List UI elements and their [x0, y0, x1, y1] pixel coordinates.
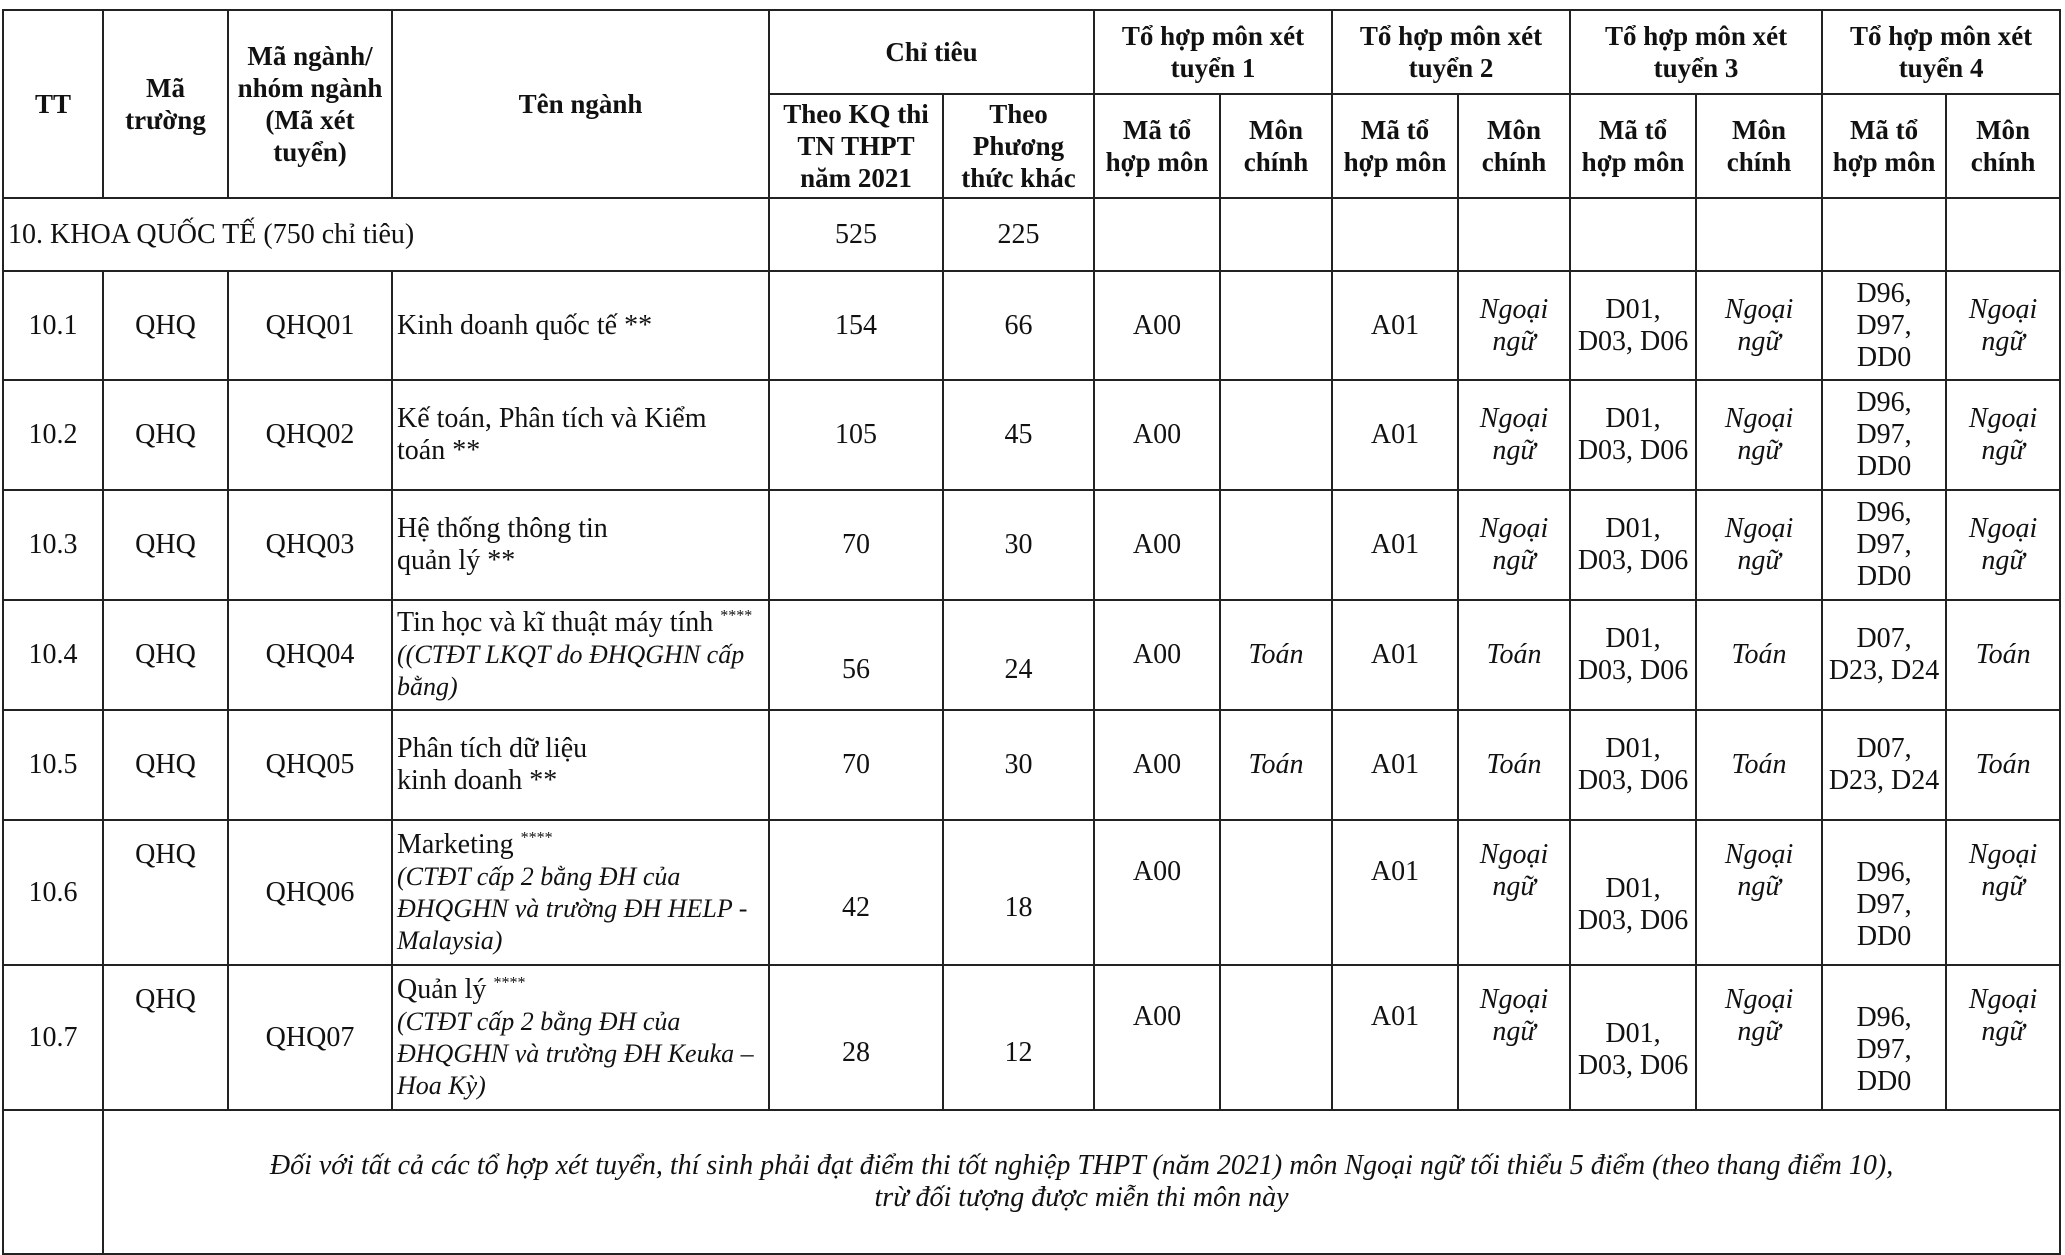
cell-ma-to-hop-4: D07, D23, D24 — [1822, 600, 1946, 710]
cell-ten-nganh — [392, 380, 769, 490]
cell-ma-to-hop-4: D07, D23, D24 — [1822, 710, 1946, 820]
cell-mon-chinh-2: Ngoại ngữ — [1458, 380, 1570, 490]
cell-ma-to-hop-3: D01, D03, D06 — [1570, 380, 1696, 490]
table-row — [3, 710, 2060, 820]
header-chi-tieu-kq: Theo KQ thi TN THPT năm 2021 — [769, 94, 943, 198]
ten-nganh-note: (CTĐT cấp 2 bằng ĐH của ĐHQGHN và trường ĐH Keuka – Hoa Kỳ) — [397, 1006, 754, 1100]
footer-note — [103, 1110, 2060, 1254]
ten-nganh-text: Quản lý — [397, 973, 487, 1005]
cell-ma-to-hop-1: A00 — [1094, 820, 1220, 965]
header-mon-chinh-1: Môn chính — [1220, 94, 1332, 198]
ten-nganh-note: ((CTĐT LKQT do ĐHQGHN cấp bằng) — [397, 640, 745, 701]
header-tt: TT — [3, 10, 103, 198]
cell-ten-nganh — [392, 820, 769, 965]
cell-mon-chinh-4: Ngoại ngữ — [1946, 965, 2060, 1110]
ten-nganh-text: Tin học và kĩ thuật máy tính — [397, 607, 714, 638]
cell-mon-chinh-3: Ngoại ngữ — [1696, 380, 1822, 490]
cell-tt: 10.6 — [3, 820, 103, 965]
cell-chi-tieu-khac: 12 — [943, 965, 1094, 1110]
footer-note-row — [3, 1110, 2060, 1254]
cell-ten-nganh — [392, 490, 769, 600]
cell-chi-tieu-kq: 70 — [769, 490, 943, 600]
cell-tt: 10.2 — [3, 380, 103, 490]
cell-ma-to-hop-3: D01, D03, D06 — [1570, 600, 1696, 710]
cell-mon-chinh-2: Toán — [1458, 600, 1570, 710]
cell-chi-tieu-kq: 28 — [769, 965, 943, 1110]
cell-mon-chinh-2: Ngoại ngữ — [1458, 965, 1570, 1110]
cell-mon-chinh-3: Ngoại ngữ — [1696, 820, 1822, 965]
cell-ma-to-hop-1: A00 — [1094, 380, 1220, 490]
header-mon-chinh-4: Môn chính — [1946, 94, 2060, 198]
cell-chi-tieu-khac: 24 — [943, 600, 1094, 710]
table-row — [3, 380, 2060, 490]
cell-chi-tieu-khac: 66 — [943, 271, 1094, 380]
ten-nganh-text: Marketing — [397, 828, 514, 860]
cell-mon-chinh-1 — [1220, 271, 1332, 380]
header-chi-tieu: Chỉ tiêu — [769, 10, 1094, 94]
header-ma-truong: Mã trường — [103, 10, 228, 198]
cell-tt: 10.7 — [3, 965, 103, 1110]
cell-mon-chinh-3: Toán — [1696, 710, 1822, 820]
cell-ma-to-hop-2: A01 — [1332, 820, 1458, 965]
cell-mon-chinh-4: Toán — [1946, 600, 2060, 710]
cell-mon-chinh-4: Ngoại ngữ — [1946, 380, 2060, 490]
ten-nganh-note: (CTĐT cấp 2 bằng ĐH của ĐHQGHN và trường ĐH HELP - Malaysia) — [397, 861, 748, 955]
cell-chi-tieu-kq: 105 — [769, 380, 943, 490]
cell-ma-truong: QHQ — [103, 820, 228, 965]
section-chi-tieu-kq: 525 — [769, 198, 943, 271]
cell-ma-to-hop-2: A01 — [1332, 271, 1458, 380]
cell-ten-nganh — [392, 600, 769, 710]
header-to-hop-2: Tổ hợp môn xét tuyển 2 — [1332, 10, 1570, 94]
cell-ma-nganh: QHQ07 — [228, 965, 392, 1110]
ten-nganh-text: Hệ thống thông tin — [397, 513, 608, 544]
header-chi-tieu-khac: Theo Phương thức khác — [943, 94, 1094, 198]
cell-ma-to-hop-4: D96, D97, DD0 — [1822, 271, 1946, 380]
cell-mon-chinh-4: Ngoại ngữ — [1946, 820, 2060, 965]
cell-mon-chinh-1 — [1220, 380, 1332, 490]
cell-chi-tieu-khac: 18 — [943, 820, 1094, 965]
cell-mon-chinh-2: Ngoại ngữ — [1458, 820, 1570, 965]
cell-ma-truong: QHQ — [103, 600, 228, 710]
cell-ma-nganh: QHQ05 — [228, 710, 392, 820]
cell-ma-nganh: QHQ02 — [228, 380, 392, 490]
cell-ten-nganh — [392, 271, 769, 380]
ten-nganh-text: Phân tích dữ liệu — [397, 733, 588, 764]
cell-ma-to-hop-3: D01, D03, D06 — [1570, 490, 1696, 600]
ten-nganh-text-line-2: quản lý ** — [397, 545, 516, 576]
cell-tt: 10.1 — [3, 271, 103, 380]
ten-nganh-text-line-2: toán ** — [397, 435, 481, 466]
cell-mon-chinh-1: Toán — [1220, 600, 1332, 710]
header-ten-nganh: Tên ngành — [392, 10, 769, 198]
cell-ma-to-hop-2: A01 — [1332, 710, 1458, 820]
ten-nganh-sup: **** — [493, 974, 526, 992]
cell-ma-to-hop-4: D96, D97, DD0 — [1822, 490, 1946, 600]
header-ma-nganh: Mã ngành/ nhóm ngành (Mã xét tuyển) — [228, 10, 392, 198]
cell-ma-to-hop-2: A01 — [1332, 965, 1458, 1110]
cell-tt: 10.3 — [3, 490, 103, 600]
header-ma-to-hop-3: Mã tổ hợp môn — [1570, 94, 1696, 198]
cell-mon-chinh-4: Ngoại ngữ — [1946, 271, 2060, 380]
cell-ma-to-hop-1: A00 — [1094, 965, 1220, 1110]
cell-ma-truong: QHQ — [103, 271, 228, 380]
cell-ma-to-hop-4: D96, D97, DD0 — [1822, 965, 1946, 1110]
header-to-hop-4: Tổ hợp môn xét tuyển 4 — [1822, 10, 2060, 94]
cell-ma-nganh: QHQ01 — [228, 271, 392, 380]
header-ma-to-hop-4: Mã tổ hợp môn — [1822, 94, 1946, 198]
section-row — [3, 198, 2060, 271]
cell-ma-truong: QHQ — [103, 380, 228, 490]
cell-ma-to-hop-4: D96, D97, DD0 — [1822, 380, 1946, 490]
cell-tt: 10.5 — [3, 710, 103, 820]
cell-tt: 10.4 — [3, 600, 103, 710]
cell-ma-to-hop-3: D01, D03, D06 — [1570, 271, 1696, 380]
footer-note-line-1: Đối với tất cả các tổ hợp xét tuyển, thí sinh phải đạt điểm thi tốt nghiệp THPT (năm 2021) môn Ngoại ngữ tối thiểu 5 điểm (theo thang điểm 10), — [269, 1150, 1894, 1181]
cell-chi-tieu-kq: 56 — [769, 600, 943, 710]
cell-ma-truong: QHQ — [103, 965, 228, 1110]
header-ma-to-hop-1: Mã tổ hợp môn — [1094, 94, 1220, 198]
cell-mon-chinh-4: Toán — [1946, 710, 2060, 820]
cell-mon-chinh-3: Ngoại ngữ — [1696, 965, 1822, 1110]
cell-mon-chinh-2: Toán — [1458, 710, 1570, 820]
admission-table — [2, 9, 2061, 1255]
cell-mon-chinh-2: Ngoại ngữ — [1458, 490, 1570, 600]
cell-ma-nganh: QHQ04 — [228, 600, 392, 710]
ten-nganh-sup: **** — [720, 607, 753, 625]
header-to-hop-3: Tổ hợp môn xét tuyển 3 — [1570, 10, 1822, 94]
cell-ma-nganh: QHQ03 — [228, 490, 392, 600]
table-row — [3, 965, 2060, 1110]
cell-ten-nganh — [392, 965, 769, 1110]
cell-ma-to-hop-1: A00 — [1094, 490, 1220, 600]
cell-ma-to-hop-2: A01 — [1332, 490, 1458, 600]
cell-mon-chinh-1 — [1220, 965, 1332, 1110]
header-mon-chinh-2: Môn chính — [1458, 94, 1570, 198]
cell-mon-chinh-4: Ngoại ngữ — [1946, 490, 2060, 600]
cell-chi-tieu-kq: 154 — [769, 271, 943, 380]
cell-ma-truong: QHQ — [103, 710, 228, 820]
table-row — [3, 490, 2060, 600]
cell-chi-tieu-khac: 30 — [943, 710, 1094, 820]
cell-mon-chinh-1 — [1220, 820, 1332, 965]
cell-ma-to-hop-3: D01, D03, D06 — [1570, 965, 1696, 1110]
cell-chi-tieu-kq: 70 — [769, 710, 943, 820]
section-title: 10. KHOA QUỐC TẾ (750 chỉ tiêu) — [3, 198, 769, 271]
ten-nganh-text-line-2: kinh doanh ** — [397, 765, 558, 796]
section-chi-tieu-khac: 225 — [943, 198, 1094, 271]
cell-chi-tieu-khac: 45 — [943, 380, 1094, 490]
cell-mon-chinh-1: Toán — [1220, 710, 1332, 820]
cell-ma-to-hop-2: A01 — [1332, 600, 1458, 710]
cell-ma-to-hop-3: D01, D03, D06 — [1570, 710, 1696, 820]
table-row — [3, 600, 2060, 710]
table-row — [3, 271, 2060, 380]
cell-ma-nganh: QHQ06 — [228, 820, 392, 965]
cell-ten-nganh — [392, 710, 769, 820]
cell-mon-chinh-3: Ngoại ngữ — [1696, 490, 1822, 600]
cell-ma-truong: QHQ — [103, 490, 228, 600]
table-row — [3, 820, 2060, 965]
header-ma-to-hop-2: Mã tổ hợp môn — [1332, 94, 1458, 198]
cell-chi-tieu-khac: 30 — [943, 490, 1094, 600]
cell-mon-chinh-1 — [1220, 490, 1332, 600]
cell-ma-to-hop-3: D01, D03, D06 — [1570, 820, 1696, 965]
cell-mon-chinh-3: Ngoại ngữ — [1696, 271, 1822, 380]
ten-nganh-sup: **** — [520, 829, 553, 847]
header-row-1 — [3, 10, 2060, 94]
footer-note-line-2: trừ đối tượng được miễn thi môn này — [874, 1182, 1289, 1213]
cell-ma-to-hop-4: D96, D97, DD0 — [1822, 820, 1946, 965]
cell-mon-chinh-3: Toán — [1696, 600, 1822, 710]
ten-nganh-text: Kinh doanh quốc tế ** — [397, 309, 653, 341]
cell-mon-chinh-2: Ngoại ngữ — [1458, 271, 1570, 380]
cell-ma-to-hop-1: A00 — [1094, 271, 1220, 380]
cell-chi-tieu-kq: 42 — [769, 820, 943, 965]
ten-nganh-text: Kế toán, Phân tích và Kiểm — [397, 403, 707, 434]
cell-ma-to-hop-2: A01 — [1332, 380, 1458, 490]
header-to-hop-1: Tổ hợp môn xét tuyển 1 — [1094, 10, 1332, 94]
cell-ma-to-hop-1: A00 — [1094, 710, 1220, 820]
header-mon-chinh-3: Môn chính — [1696, 94, 1822, 198]
cell-ma-to-hop-1: A00 — [1094, 600, 1220, 710]
